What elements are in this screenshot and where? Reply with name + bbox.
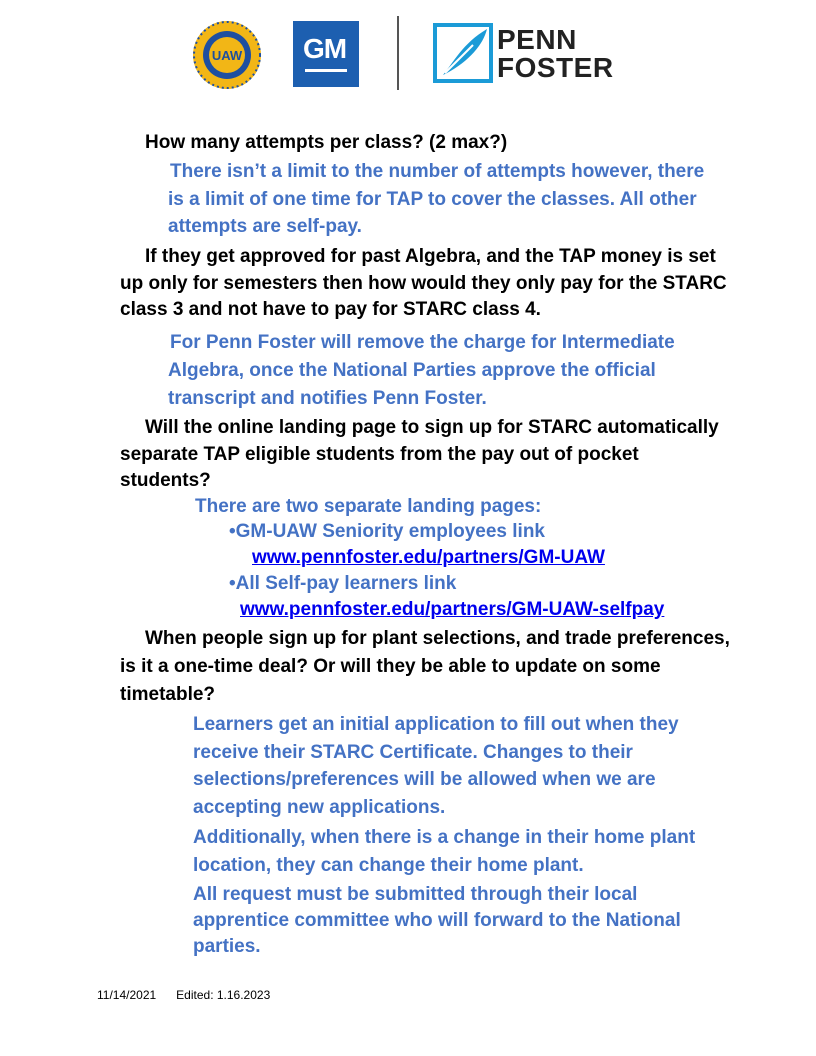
question-line: timetable?: [120, 684, 216, 705]
landing-page-seniority-link[interactable]: [252, 545, 605, 571]
question-line: Will the online landing page to sign up for STARC automatically: [145, 417, 719, 438]
landing-page-selfpay-link[interactable]: [240, 597, 664, 623]
answer-request-submission: [168, 882, 681, 960]
question-line: up only for semesters then how would they only pay for the STARC: [120, 272, 727, 294]
answer-home-plant: [168, 824, 695, 879]
answer-intro: There are two separate landing pages:: [195, 496, 542, 517]
answer-application: [168, 711, 679, 822]
question-line: If they get approved for past Algebra, and the TAP money is set: [145, 246, 716, 267]
answer-line: Algebra, once the National Parties approve the official: [168, 360, 656, 381]
answer-attempts: [145, 158, 704, 241]
penn-foster-logo-line1: PENN: [497, 24, 577, 55]
penn-foster-quill-icon: [433, 23, 493, 83]
penn-foster-logo-line2: FOSTER: [497, 52, 614, 83]
question-attempts: [120, 130, 507, 157]
answer-line: All request must be submitted through their local: [193, 884, 638, 905]
answer-line: There isn’t a limit to the number of attempts however, there: [170, 161, 705, 182]
answer-line: For Penn Foster will remove the charge for Intermediate: [170, 332, 675, 353]
question-algebra: [120, 244, 727, 324]
question-line: students?: [120, 470, 211, 491]
seniority-link[interactable]: www.pennfoster.edu/partners/GM-UAW: [252, 547, 605, 568]
answer-algebra: [145, 329, 675, 413]
gm-logo-text: GM: [303, 33, 347, 64]
logo-divider: [397, 16, 399, 90]
answer-line: Learners get an initial application to fill out when they: [193, 714, 679, 735]
footer: [97, 988, 290, 1002]
answer-line: selections/preferences will be allowed when we are: [193, 769, 656, 791]
answer-line: is a limit of one time for TAP to cover the classes. All other: [168, 188, 697, 210]
footer-edited: Edited: 1.16.2023: [176, 988, 271, 1002]
selfpay-link[interactable]: www.pennfoster.edu/partners/GM-UAW-selfpay: [240, 599, 665, 620]
answer-landing-pages: [170, 494, 541, 520]
question-plant-selections: [120, 625, 730, 709]
uaw-logo: [192, 20, 262, 90]
footer-date: 11/14/2021: [97, 988, 157, 1002]
question-landing-page: [120, 415, 719, 495]
answer-line: attempts are self-pay.: [168, 216, 362, 237]
answer-line: transcript and notifies Penn Foster.: [168, 388, 487, 409]
landing-page-seniority-label: •GM-UAW Seniority employees link: [229, 521, 545, 542]
gm-logo: [293, 21, 359, 87]
question-line: separate TAP eligible students from the pay out of pocket: [120, 443, 639, 465]
header-logos: [0, 16, 816, 92]
answer-line: Additionally, when there is a change in their home plant: [193, 827, 696, 848]
question-line: class 3 and not have to pay for STARC class 4.: [120, 299, 541, 320]
answer-line: receive their STARC Certificate. Changes to their: [193, 741, 633, 763]
uaw-logo-text: UAW: [211, 48, 243, 63]
question-line: When people sign up for plant selections, and trade preferences,: [145, 628, 730, 649]
answer-line: location, they can change their home plant.: [193, 854, 584, 876]
question-line: is it a one-time deal? Or will they be able to update on some: [120, 656, 661, 677]
landing-page-selfpay-label: •All Self-pay learners link: [229, 573, 457, 594]
question-text: How many attempts per class? (2 max?): [145, 132, 508, 153]
gm-logo-underline: [305, 69, 347, 72]
answer-line: accepting new applications.: [193, 797, 446, 819]
answer-line: parties.: [193, 936, 261, 957]
answer-line: apprentice committee who will forward to the National: [193, 910, 681, 931]
